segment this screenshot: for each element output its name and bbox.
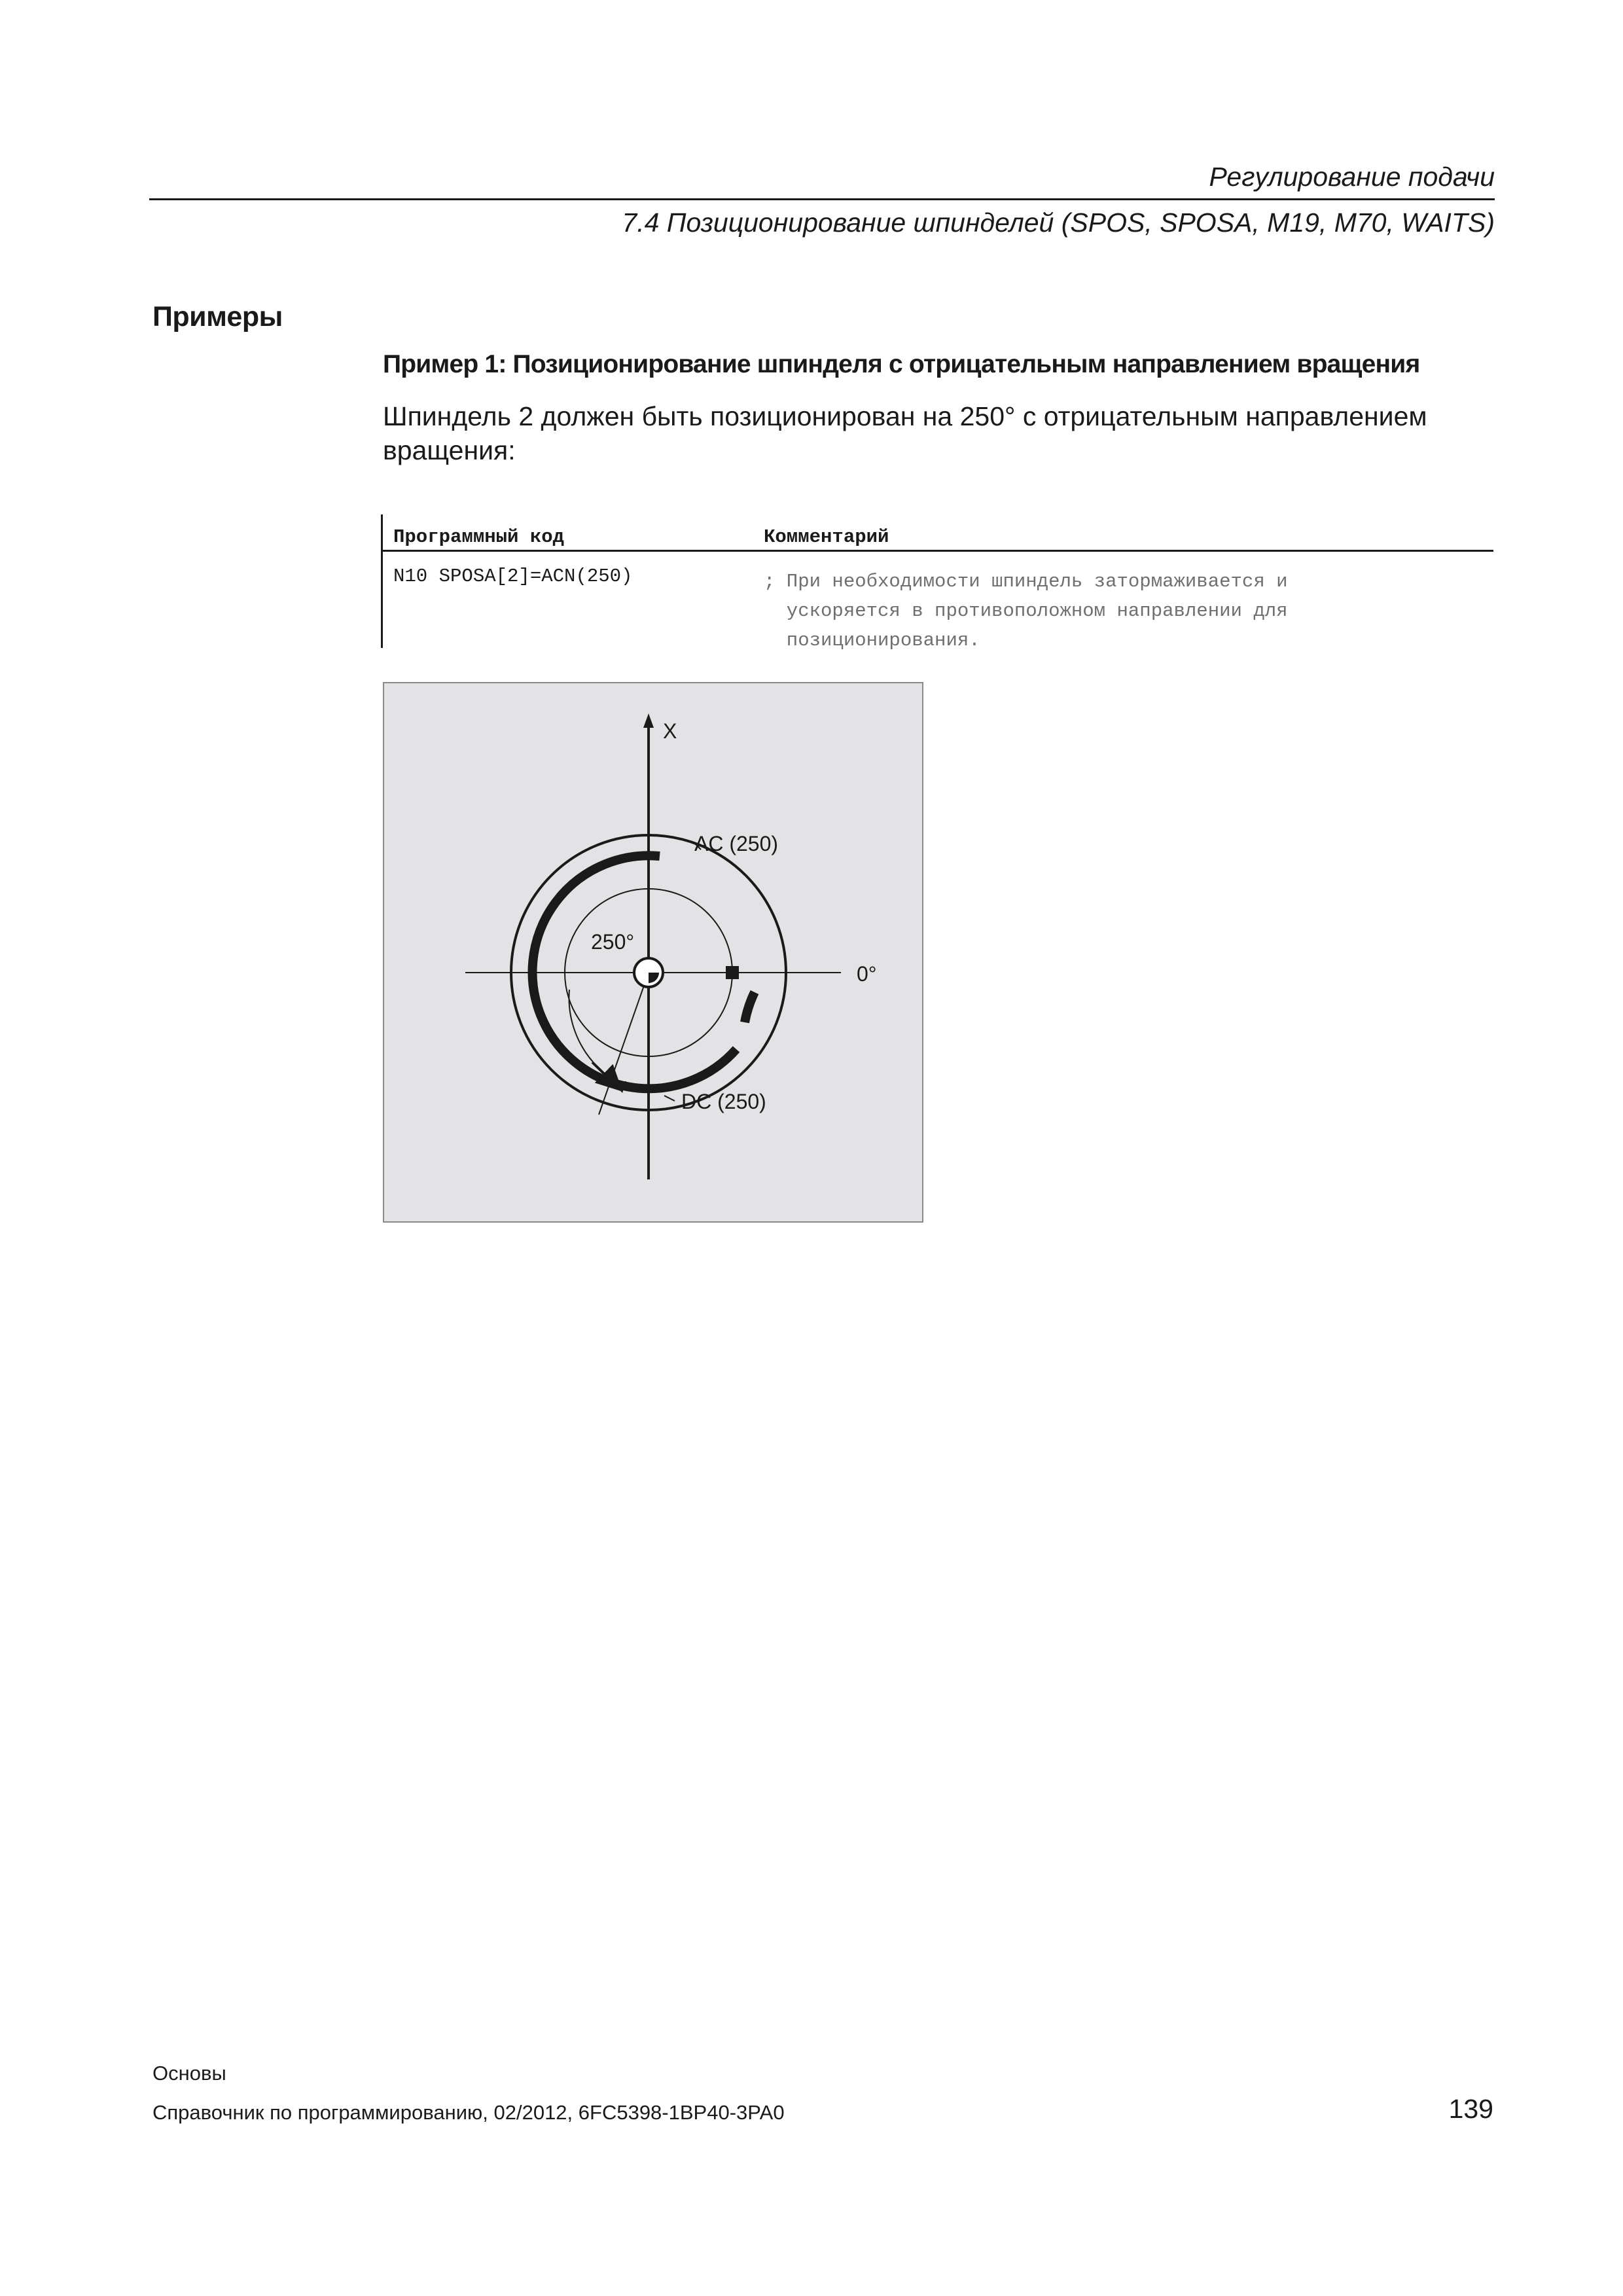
- header-chapter: Регулирование подачи: [1209, 162, 1495, 192]
- code-column-header: Программный код: [393, 526, 565, 548]
- section-heading: Примеры: [152, 301, 283, 332]
- code-table-rule: [383, 550, 1493, 552]
- header-section: 7.4 Позиционирование шпинделей (SPOS, SPOSA, M19, M70, WAITS): [622, 207, 1495, 238]
- header-rule: [149, 198, 1495, 200]
- ac-label: AC (250): [694, 832, 779, 855]
- example-heading: Пример 1: Позиционирование шпинделя с отрицательным направлением вращения: [383, 350, 1420, 378]
- comment-cell: ; При необходимости шпиндель затормаживается и ускоряется в противоположном направлении для позиционирования.: [764, 571, 1288, 651]
- x-axis-label: X: [663, 719, 677, 743]
- comment-column-header: Комментарий: [764, 526, 889, 548]
- zero-label: 0°: [857, 962, 877, 986]
- spindle-position-figure: [383, 682, 923, 1223]
- page-number: 139: [1448, 2094, 1493, 2124]
- footer-title: Основы: [152, 2062, 226, 2085]
- figure-background: [383, 683, 923, 1222]
- zero-position-marker: [726, 966, 739, 979]
- code-table: [381, 514, 1495, 651]
- dc-label: DC (250): [681, 1090, 766, 1113]
- footer-reference: Справочник по программированию, 02/2012, 6FC5398-1BP40-3PA0: [152, 2101, 785, 2124]
- angle-label: 250°: [591, 930, 635, 954]
- spindle-diagram: [383, 682, 923, 1223]
- example-body: Шпиндель 2 должен быть позиционирован на 250° с отрицательным направлением вращения:: [383, 401, 1427, 465]
- code-cell: N10 SPOSA[2]=ACN(250): [393, 565, 633, 587]
